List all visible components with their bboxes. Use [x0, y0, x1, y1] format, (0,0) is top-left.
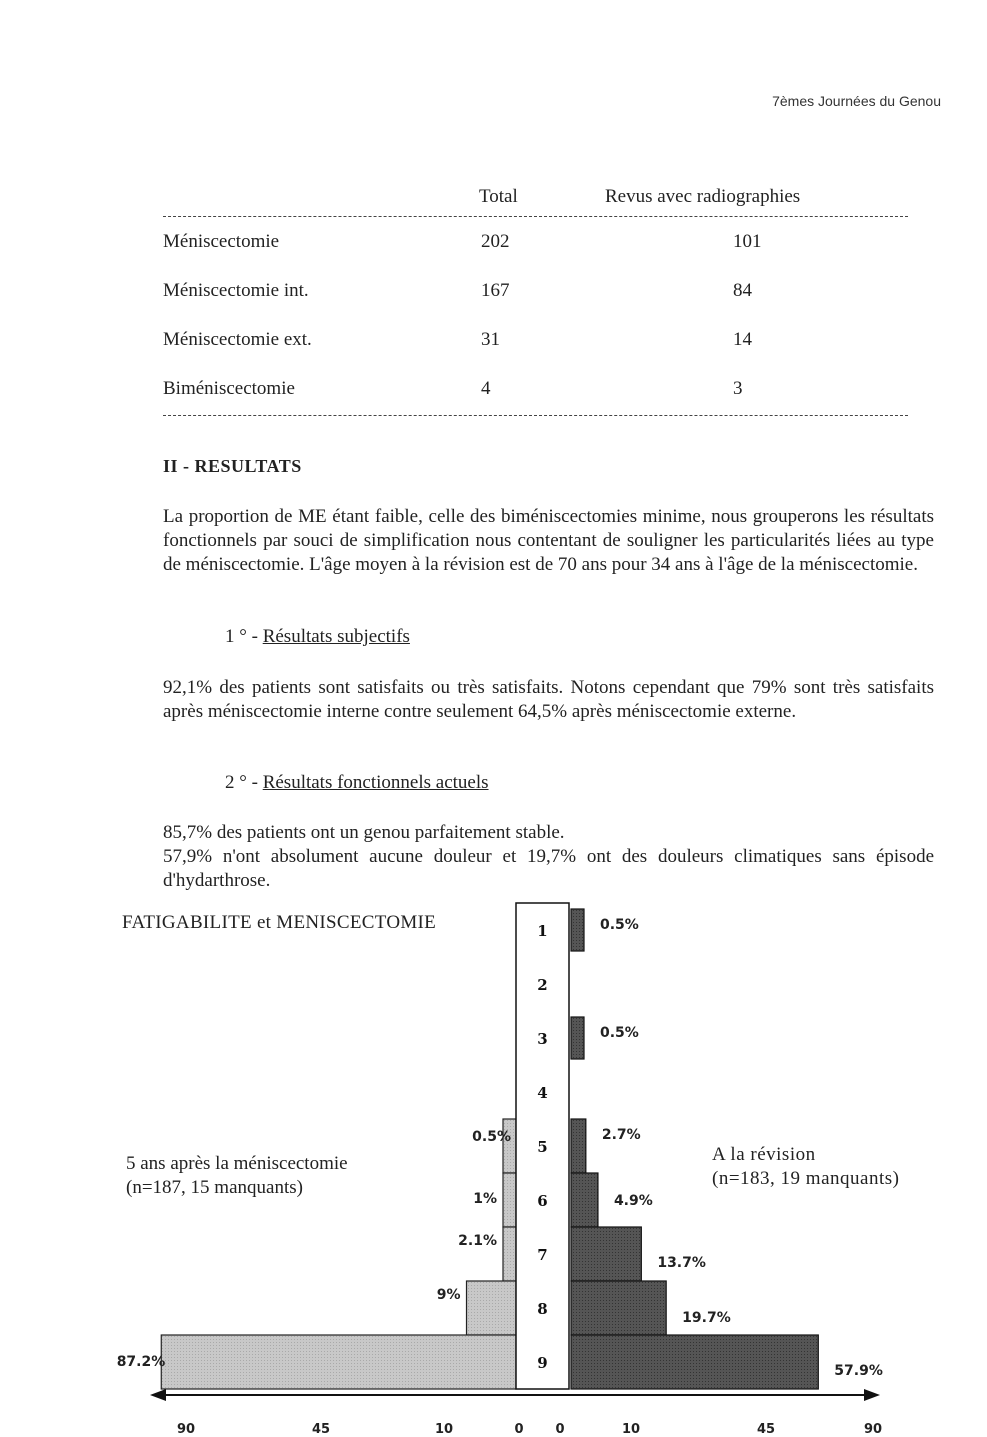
right-series-name: A la révision — [712, 1144, 816, 1165]
bar-left-8 — [467, 1281, 517, 1335]
value-label-left-6: 1% — [473, 1191, 497, 1207]
value-label-left-5: 0.5% — [472, 1129, 511, 1145]
x-tick-left-90: 90 — [176, 1422, 196, 1437]
value-label-left-8: 9% — [436, 1287, 461, 1303]
paragraph-line: 85,7% des patients ont un genou parfaitement stable. — [163, 822, 565, 843]
fatigability-chart — [0, 895, 987, 1437]
category-label-6: 6 — [537, 1192, 548, 1210]
subheading-number: 2 ° - — [225, 772, 263, 793]
category-label-7: 7 — [537, 1246, 548, 1264]
table-cell-label: Méniscectomie ext. — [163, 329, 312, 350]
category-label-2: 2 — [537, 976, 548, 994]
x-axis-arrow-left — [150, 1389, 166, 1401]
x-tick-right-10: 10 — [621, 1422, 641, 1437]
bar-left-6 — [503, 1173, 516, 1227]
table-cell-label: Méniscectomie — [163, 231, 280, 252]
table-header-total: Total — [479, 186, 518, 207]
left-series-label — [126, 1152, 348, 1200]
table-cell-radio: 84 — [733, 280, 752, 301]
table-cell-radio: 3 — [733, 378, 743, 399]
subheading-title: Résultats subjectifs — [262, 626, 410, 647]
bar-right-8 — [571, 1281, 666, 1335]
x-tick-right-45: 45 — [756, 1422, 776, 1437]
table-cell-total: 31 — [481, 329, 500, 350]
bar-left-7 — [503, 1227, 516, 1281]
x-tick-right-0: 0 — [555, 1422, 565, 1437]
table-cell-radio: 14 — [733, 329, 752, 350]
bar-left-5 — [503, 1119, 516, 1173]
table-row — [163, 378, 908, 427]
table-cell-total: 202 — [481, 231, 510, 252]
table-row — [163, 231, 908, 280]
x-axis-arrow-right — [864, 1389, 880, 1401]
table-header-row — [163, 186, 908, 216]
value-label-right-7: 13.7% — [657, 1255, 706, 1271]
table-cell-total: 4 — [481, 378, 491, 399]
bar-right-3 — [571, 1017, 584, 1059]
table-cell-label: Méniscectomie int. — [163, 280, 309, 301]
value-label-right-8: 19.7% — [682, 1310, 731, 1326]
value-label-right-3: 0.5% — [600, 1025, 639, 1041]
meniscectomy-table — [163, 186, 908, 416]
paragraph-functional — [163, 821, 934, 893]
category-label-4: 4 — [537, 1084, 548, 1102]
bar-right-1 — [571, 909, 584, 951]
bar-left-9 — [161, 1335, 516, 1389]
paragraph-subjective: 92,1% des patients sont satisfaits ou très satisfaits. Notons cependant que 79% sont très satisfaits après méniscectomie interne contre seulement 64,5% après méniscectomie externe. — [163, 677, 934, 722]
value-label-left-9: 87.2% — [116, 1354, 166, 1370]
subheading-subjective — [225, 626, 410, 648]
x-tick-left-10: 10 — [434, 1422, 454, 1437]
x-tick-left-0: 0 — [514, 1422, 524, 1437]
left-series-name: 5 ans après la méniscectomie — [126, 1153, 348, 1174]
left-series-subtitle: (n=187, 15 manquants) — [126, 1177, 303, 1198]
table-cell-label: Biméniscectomie — [163, 378, 295, 399]
x-tick-right-90: 90 — [863, 1422, 883, 1437]
right-series-label — [712, 1143, 899, 1191]
paragraph-intro: La proportion de ME étant faible, celle des biméniscectomies minime, nous grouperons les résultats fonctionnels par souci de simplification nous contentant de souligner les particularités liées au type de méniscectomie. L'âge moyen à la révision est de 70 ans pour 34 ans à l'âge de la méniscectomie. — [163, 506, 934, 575]
table-cell-radio: 101 — [733, 231, 762, 252]
paragraph-line: 57,9% n'ont absolument aucune douleur et 19,7% ont des douleurs climatiques sans épisode d'hydarthrose. — [163, 846, 934, 891]
category-label-1: 1 — [537, 922, 548, 940]
value-label-right-5: 2.7% — [601, 1127, 641, 1143]
subheading-functional — [225, 772, 489, 794]
table-row — [163, 329, 908, 378]
bar-right-9 — [571, 1335, 818, 1389]
table-cell-total: 167 — [481, 280, 510, 301]
running-header: 7èmes Journées du Genou — [772, 93, 941, 109]
section-title: II - RESULTATS — [163, 456, 302, 476]
value-label-right-9: 57.9% — [834, 1363, 883, 1379]
subheading-title: Résultats fonctionnels actuels — [262, 772, 489, 793]
bar-right-6 — [571, 1173, 598, 1227]
bar-right-5 — [571, 1119, 586, 1173]
category-label-8: 8 — [537, 1300, 548, 1318]
value-label-left-7: 2.1% — [458, 1233, 497, 1249]
category-label-9: 9 — [537, 1354, 548, 1372]
table-row — [163, 280, 908, 329]
x-tick-left-45: 45 — [311, 1422, 331, 1437]
value-label-right-6: 4.9% — [613, 1193, 653, 1209]
category-label-3: 3 — [537, 1030, 548, 1048]
chart-title: FATIGABILITE et MENISCECTOMIE — [122, 912, 437, 933]
category-label-5: 5 — [537, 1138, 548, 1156]
subheading-number: 1 ° - — [225, 626, 263, 647]
bar-right-7 — [571, 1227, 641, 1281]
table-header-radiographies: Revus avec radiographies — [605, 186, 801, 207]
value-label-right-1: 0.5% — [600, 917, 639, 933]
right-series-subtitle: (n=183, 19 manquants) — [712, 1168, 900, 1189]
